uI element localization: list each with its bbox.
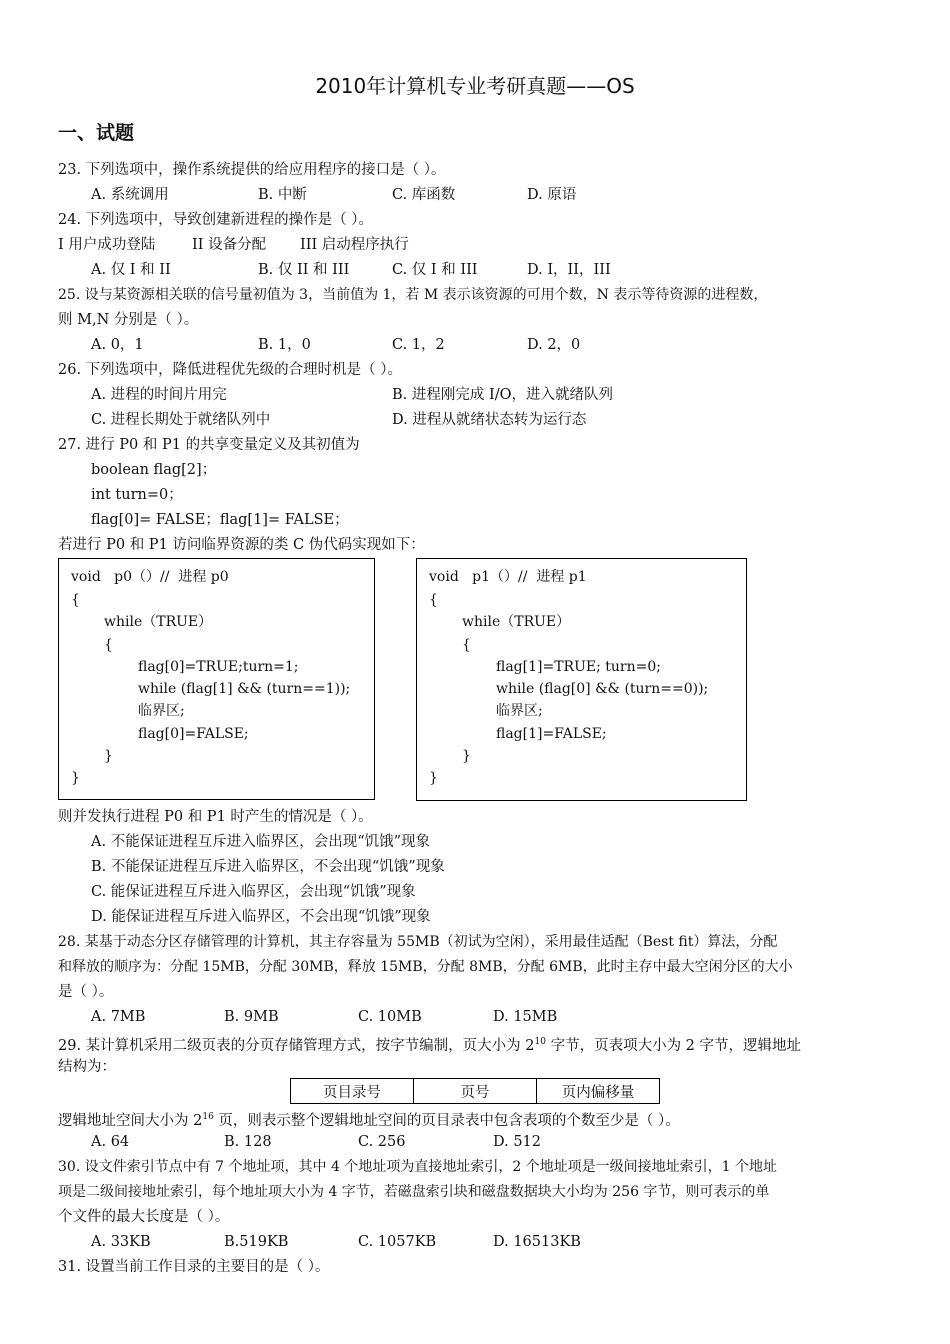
table-cell-page-number: 页号 bbox=[414, 1079, 537, 1104]
code-line: flag[1]=FALSE; bbox=[496, 726, 607, 742]
code-line: { bbox=[462, 637, 471, 653]
section-heading: 一、试题 bbox=[58, 122, 135, 144]
q27-stem: 27. 进行 P0 和 P1 的共享变量定义及其初值为 bbox=[58, 437, 360, 453]
page-title: 2010年计算机专业考研真题——OS bbox=[315, 74, 635, 98]
q29-stem-line1 bbox=[58, 1032, 801, 1056]
q29-stem-line3 bbox=[58, 1107, 680, 1131]
code-box-p0 bbox=[58, 558, 375, 800]
q29-option-a: A. 64 bbox=[91, 1134, 130, 1150]
q26-option-d: D. 进程从就绪状态转为运行态 bbox=[392, 412, 587, 428]
q23-stem: 23. 下列选项中，操作系统提供的给应用程序的接口是（ ）。 bbox=[58, 162, 446, 178]
q29-exponent-1: 10 bbox=[534, 1037, 546, 1047]
q28-stem-line3: 是（ ）。 bbox=[58, 984, 114, 1000]
code-line: } bbox=[104, 748, 113, 764]
q27-decl-3: flag[0]= FALSE；flag[1]= FALSE； bbox=[91, 512, 349, 528]
code-line: { bbox=[71, 592, 80, 608]
q25-option-a: A. 0，1 bbox=[91, 337, 144, 353]
code-line: { bbox=[429, 592, 438, 608]
q23-option-b: B. 中断 bbox=[258, 187, 307, 203]
q24-option-c: C. 仅 I 和 III bbox=[392, 262, 478, 278]
q23-option-c: C. 库函数 bbox=[392, 187, 456, 203]
code-line: void p0（）// 进程 p0 bbox=[71, 569, 229, 585]
q27-intro: 若进行 P0 和 P1 访问临界资源的类 C 伪代码实现如下： bbox=[58, 537, 425, 553]
q27-option-b: B. 不能保证进程互斥进入临界区，不会出现“饥饿”现象 bbox=[91, 859, 445, 875]
logical-address-structure-table bbox=[290, 1078, 660, 1104]
q25-stem-line2: 则 M,N 分别是（ ）。 bbox=[58, 312, 199, 328]
q30-stem-line1: 30. 设文件索引节点中有 7 个地址项，其中 4 个地址项为直接地址索引，2 个地址项是一级间接地址索引，1 个地址 bbox=[58, 1159, 778, 1175]
q27-question: 则并发执行进程 P0 和 P1 时产生的情况是（ ）。 bbox=[58, 809, 373, 825]
q29-stem-text-c: 逻辑地址空间大小为 2 bbox=[58, 1112, 203, 1129]
q26-option-b: B. 进程刚完成 I/O，进入就绪队列 bbox=[392, 387, 613, 403]
q30-option-d: D. 16513KB bbox=[493, 1234, 581, 1250]
code-line: flag[0]=FALSE; bbox=[138, 726, 249, 742]
q25-option-d: D. 2，0 bbox=[527, 337, 581, 353]
q25-option-c: C. 1，2 bbox=[392, 337, 445, 353]
code-line: flag[1]=TRUE; turn=0; bbox=[496, 659, 661, 675]
q29-exponent-2: 16 bbox=[202, 1112, 214, 1122]
q24-item-1: I 用户成功登陆 bbox=[58, 237, 156, 253]
q26-option-c: C. 进程长期处于就绪队列中 bbox=[91, 412, 271, 428]
q26-stem: 26. 下列选项中，降低进程优先级的合理时机是（ ）。 bbox=[58, 362, 403, 378]
code-line: flag[0]=TRUE;turn=1; bbox=[138, 659, 299, 675]
q30-stem-line2: 项是二级间接地址索引，每个地址项大小为 4 字节，若磁盘索引块和磁盘数据块大小均为 256 字节，则可表示的单 bbox=[58, 1184, 770, 1200]
code-box-p1 bbox=[416, 558, 747, 801]
q30-option-b: B.519KB bbox=[224, 1234, 289, 1250]
q27-option-d: D. 能保证进程互斥进入临界区，不会出现“饥饿”现象 bbox=[91, 909, 431, 925]
q30-option-c: C. 1057KB bbox=[358, 1234, 437, 1250]
code-line: 临界区; bbox=[496, 703, 543, 719]
q30-stem-line3: 个文件的最大长度是（ ）。 bbox=[58, 1209, 230, 1225]
q24-stem: 24. 下列选项中，导致创建新进程的操作是（ ）。 bbox=[58, 212, 374, 228]
q28-stem-line1: 28. 某基于动态分区存储管理的计算机，其主存容量为 55MB（初试为空闲），采用最佳适配（Best fit）算法，分配 bbox=[58, 934, 778, 950]
code-line: } bbox=[462, 748, 471, 764]
code-line: while (flag[1] && (turn==1)); bbox=[138, 681, 351, 697]
q27-option-c: C. 能保证进程互斥进入临界区，会出现“饥饿”现象 bbox=[91, 884, 416, 900]
q28-option-b: B. 9MB bbox=[224, 1009, 279, 1025]
q29-stem-text-a: 29. 某计算机采用二级页表的分页存储管理方式，按字节编制，页大小为 2 bbox=[58, 1037, 535, 1054]
q30-option-a: A. 33KB bbox=[91, 1234, 151, 1250]
q25-option-b: B. 1，0 bbox=[258, 337, 311, 353]
q23-option-a: A. 系统调用 bbox=[91, 187, 169, 203]
code-line: } bbox=[429, 770, 438, 786]
q29-stem-text-d: 页，则表示整个逻辑地址空间的页目录表中包含表项的个数至少是（ ）。 bbox=[213, 1112, 680, 1129]
q25-stem-line1: 25. 设与某资源相关联的信号量初值为 3，当前值为 1，若 M 表示该资源的可用个数，N 表示等待资源的进程数， bbox=[58, 287, 768, 303]
q31-stem: 31. 设置当前工作目录的主要目的是（ ）。 bbox=[58, 1259, 330, 1275]
q27-decl-1: boolean flag[2]； bbox=[91, 462, 217, 478]
q29-option-b: B. 128 bbox=[224, 1134, 272, 1150]
q24-option-a: A. 仅 I 和 II bbox=[91, 262, 171, 278]
q24-option-d: D. I，II，III bbox=[527, 262, 611, 278]
code-line: 临界区; bbox=[138, 703, 185, 719]
q29-option-d: D. 512 bbox=[493, 1134, 542, 1150]
q24-option-b: B. 仅 II 和 III bbox=[258, 262, 350, 278]
code-line: while（TRUE） bbox=[462, 614, 571, 630]
q23-option-d: D. 原语 bbox=[527, 187, 577, 203]
q27-decl-2: int turn=0； bbox=[91, 487, 183, 503]
q24-item-2: II 设备分配 bbox=[192, 237, 267, 253]
q24-item-3: III 启动程序执行 bbox=[300, 237, 409, 253]
q28-stem-line2: 和释放的顺序为：分配 15MB，分配 30MB，释放 15MB，分配 8MB，分配 6MB，此时主存中最大空闲分区的大小 bbox=[58, 959, 793, 975]
code-line: void p1（）// 进程 p1 bbox=[429, 569, 587, 585]
code-line: } bbox=[71, 770, 80, 786]
q29-stem-text-b: 字节，页表项大小为 2 字节，逻辑地址 bbox=[545, 1037, 802, 1054]
code-line: while（TRUE） bbox=[104, 614, 213, 630]
q27-option-a: A. 不能保证进程互斥进入临界区，会出现“饥饿”现象 bbox=[91, 834, 431, 850]
table-cell-page-offset: 页内偏移量 bbox=[537, 1079, 660, 1104]
code-line: while (flag[0] && (turn==0)); bbox=[496, 681, 709, 697]
code-line: { bbox=[104, 637, 113, 653]
q28-option-a: A. 7MB bbox=[91, 1009, 146, 1025]
table-cell-page-directory: 页目录号 bbox=[291, 1079, 414, 1104]
q28-option-d: D. 15MB bbox=[493, 1009, 558, 1025]
q29-option-c: C. 256 bbox=[358, 1134, 406, 1150]
q28-option-c: C. 10MB bbox=[358, 1009, 422, 1025]
q26-option-a: A. 进程的时间片用完 bbox=[91, 387, 227, 403]
q29-stem-line2: 结构为： bbox=[58, 1059, 116, 1075]
